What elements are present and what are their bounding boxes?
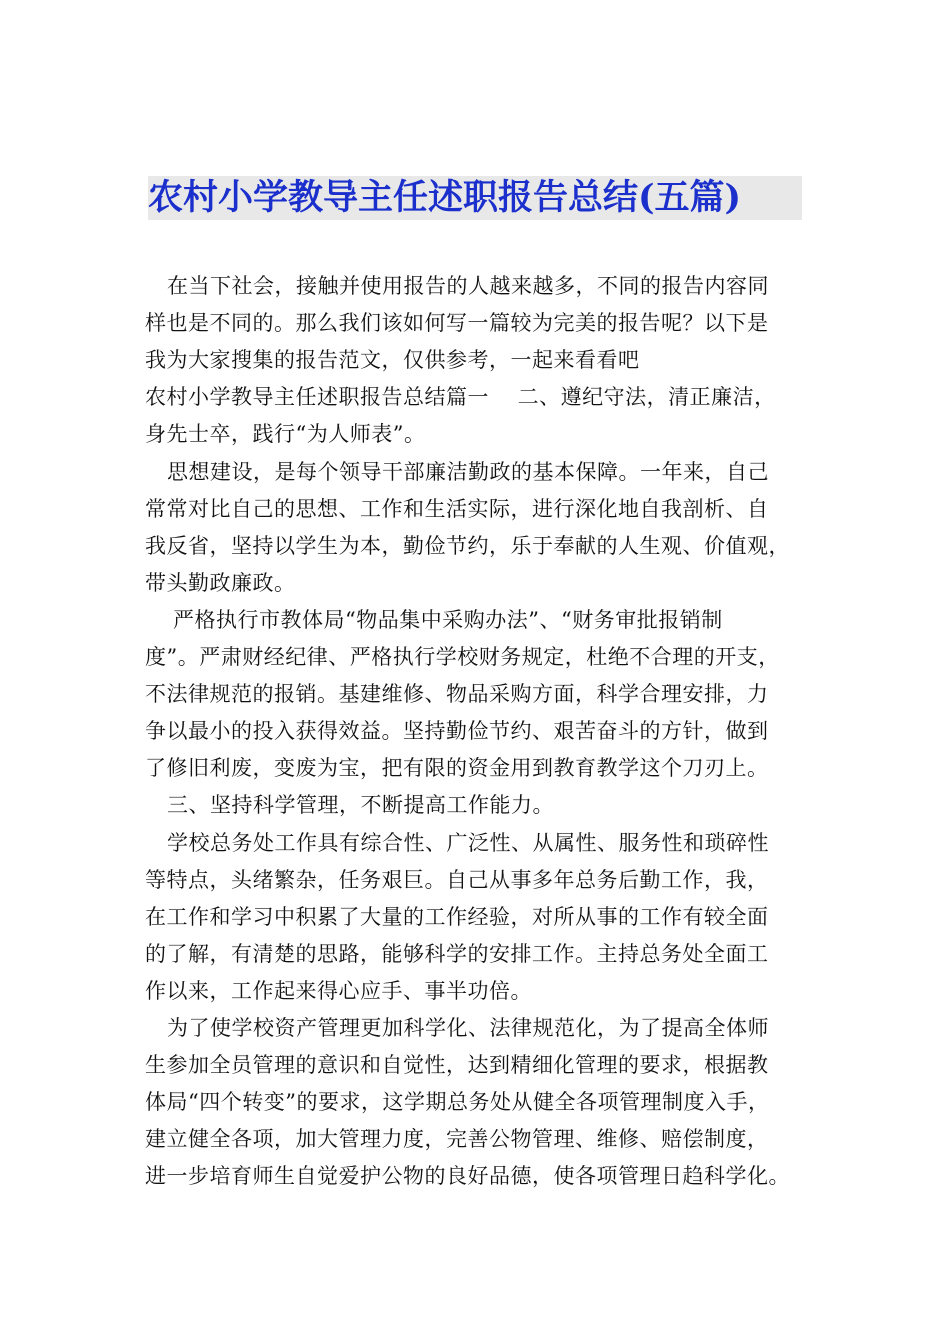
text-line: 生参加全员管理的意识和自觉性，达到精细化管理的要求，根据教 [145,1053,769,1078]
text-line: 为了使学校资产管理更加科学化、法律规范化，为了提高全体师 [167,1016,769,1040]
text-line: 的了解，有清楚的思路，能够科学的安排工作。主持总务处全面工 [145,941,769,966]
text-line: 体局“四个转变”的要求，这学期总务处从健全各项管理制度入手， [145,1090,770,1115]
text-line: 建立健全各项，加大管理力度，完善公物管理、维修、赔偿制度， [145,1127,769,1152]
text-line: 三、坚持科学管理，不断提高工作能力。 [167,793,554,818]
text-line: 农村小学教导主任述职报告总结篇一 二、遵纪守法，清正廉洁， [145,385,776,410]
text-line: 学校总务处工作具有综合性、广泛性、从属性、服务性和琐碎性 [167,830,769,855]
text-line: 在工作和学习中积累了大量的工作经验，对所从事的工作有较全面 [145,904,769,929]
text-line: 带头勤政廉政。 [145,570,296,595]
text-line: 了修旧利废，变废为宝，把有限的资金用到教育教学这个刀刃上。 [145,756,769,781]
text-line: 思想建设，是每个领导干部廉洁勤政的基本保障。一年来，自己 [167,459,769,484]
text-line: 我为大家搜集的报告范文，仅供参考，一起来看看吧 [145,348,640,373]
document-title: 农村小学教导主任述职报告总结(五篇) [148,176,802,220]
text-line: 作以来，工作起来得心应手、事半功倍。 [145,978,532,1003]
text-line: 我反省，坚持以学生为本，勤俭节约，乐于奉献的人生观、价值观， [145,533,790,558]
text-line: 身先士卒，践行“为人师表”。 [145,422,426,447]
text-line: 样也是不同的。那么我们该如何写一篇较为完美的报告呢？以下是 [145,311,769,336]
text-line: 进一步培育师生自觉爱护公物的良好品德，使各项管理日趋科学化。 [145,1164,790,1189]
text-line: 不法律规范的报销。基建维修、物品采购方面，科学合理安排，力 [145,682,769,707]
text-line: 度”。严肃财经纪律、严格执行学校财务规定，杜绝不合理的开支， [145,645,780,669]
text-line: 争以最小的投入获得效益。坚持勤俭节约、艰苦奋斗的方针，做到 [145,719,769,744]
text-line: 严格执行市教体局“物品集中采购办法”、“财务审批报销制 [173,607,723,632]
text-line: 常常对比自己的思想、工作和生活实际，进行深化地自我剖析、自 [145,496,769,521]
text-line: 等特点，头绪繁杂，任务艰巨。自己从事多年总务后勤工作，我， [145,867,769,892]
text-line: 在当下社会，接触并使用报告的人越来越多，不同的报告内容同 [167,274,769,298]
